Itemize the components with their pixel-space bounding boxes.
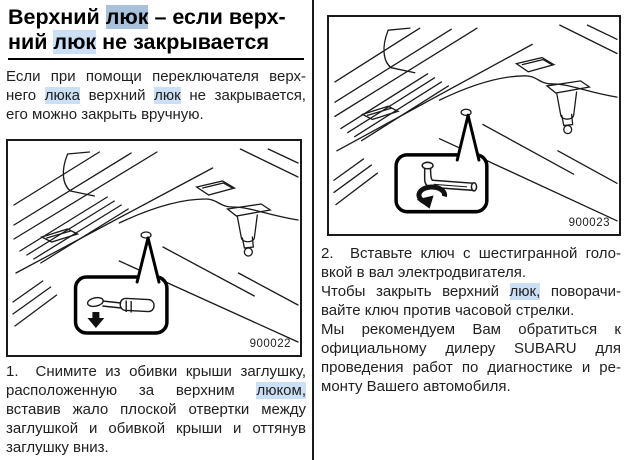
search-highlight-current: люк (105, 5, 149, 29)
page-title: Верхний люк – если верх- ний люк не закрывается (8, 5, 286, 54)
intro-paragraph: Если при помощи переключателя верх- него люка верхний люк не закрывается, его можно закрыть вручную. (6, 68, 306, 123)
figure-number: 900023 (568, 217, 610, 229)
search-highlight-match: люком, (256, 382, 306, 399)
search-highlight-match: люк, (509, 283, 541, 300)
figure-removing-plug (6, 139, 302, 357)
search-highlight-match: люк (53, 30, 97, 54)
figure-hex-key (327, 15, 621, 236)
title-rule (8, 58, 304, 60)
roof-drawing (8, 141, 300, 355)
step-1-paragraph: 1. Снимите из обивки крыши заглушку, расположенную за верхним люком, вставив жало плоской отвертки между заглушкой и обивкой крыши и оттянув заглушку вниз. (6, 363, 306, 456)
search-highlight-match: люк (154, 87, 181, 104)
right-column (314, 0, 625, 460)
step-2-paragraph: 2. Вставьте ключ с шестигранной голо- вкой в вал электродвигателя. Чтобы закрыть верхний люк, поворачи- вайте ключ против часовой стрелки. Мы рекомендуем Вам обратиться к официальному дилеру SUBARU для проведения работ по диагностике и ре- монту Вашего автомобиля. (321, 245, 621, 395)
roof-drawing (329, 17, 619, 234)
search-highlight-match: люка (44, 87, 80, 104)
figure-number: 900022 (249, 338, 291, 350)
